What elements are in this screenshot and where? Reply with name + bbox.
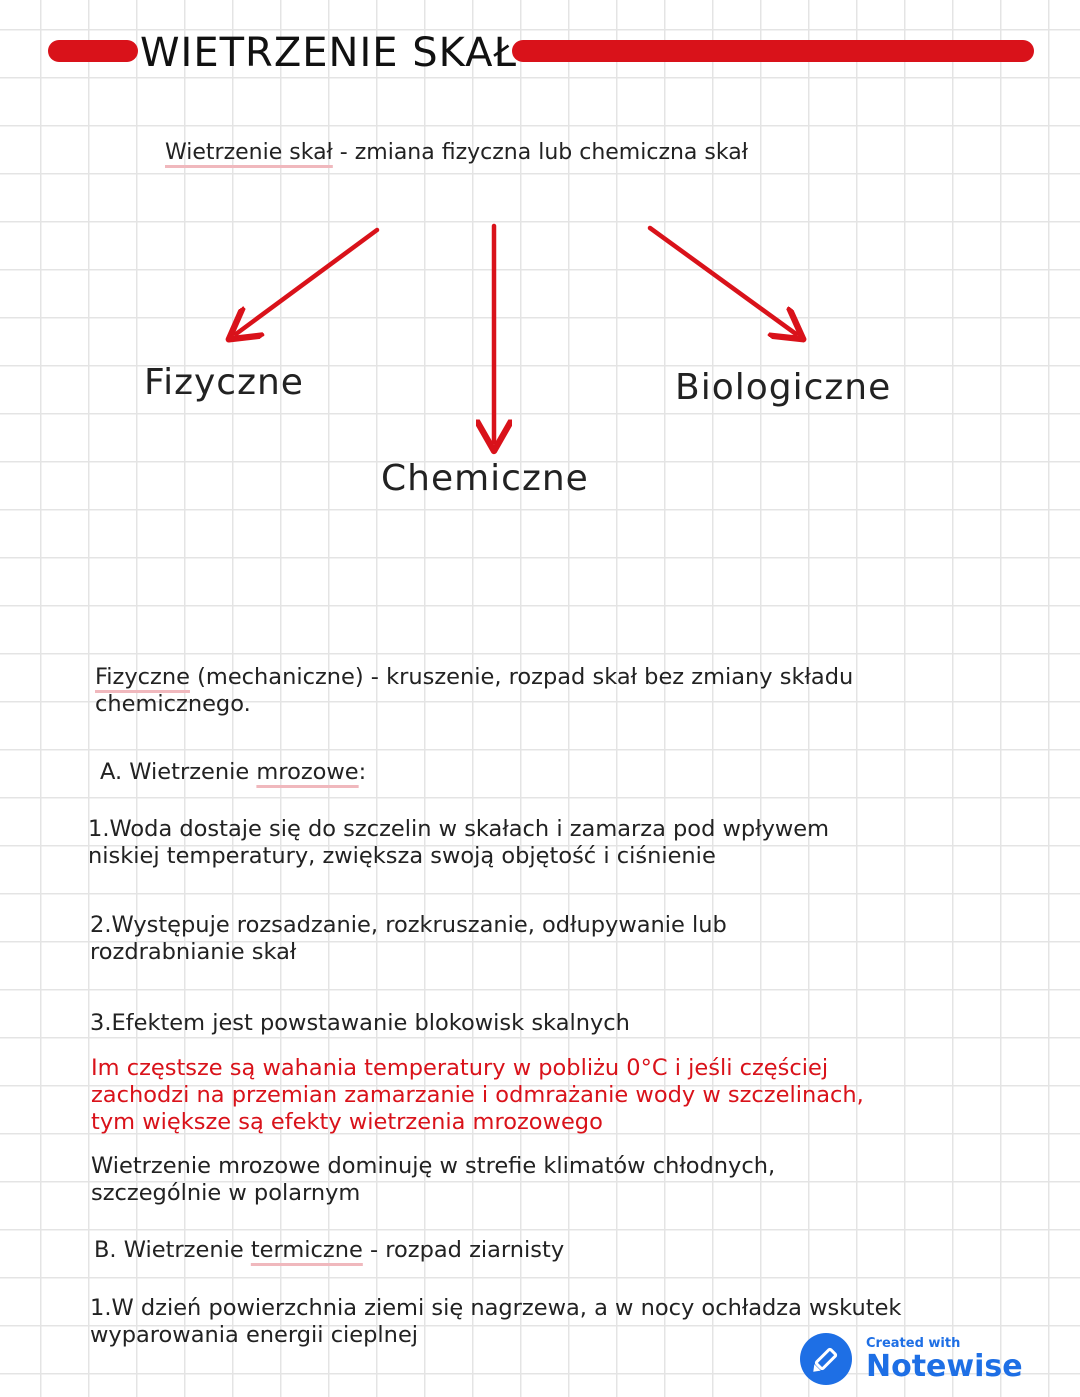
section-a-suffix: : bbox=[358, 759, 367, 785]
section-a-prefix: A. Wietrzenie bbox=[100, 759, 257, 785]
point-a-1 bbox=[88, 816, 829, 870]
badge-created-with: Created with bbox=[866, 1336, 961, 1351]
frost-note-line1: Wietrzenie mrozowe dominuję w strefie klimatów chłodnych, bbox=[91, 1153, 776, 1179]
badge-notewise: Notewise bbox=[866, 1349, 1023, 1384]
page-title: WIETRZENIE SKAŁ bbox=[140, 30, 517, 76]
section-b-prefix: B. Wietrzenie bbox=[94, 1237, 251, 1263]
section-b-heading bbox=[94, 1237, 564, 1264]
point-b-1 bbox=[90, 1295, 901, 1349]
red-note-line2: zachodzi na przemian zamarzanie i odmrażanie wody w szczelinach, bbox=[91, 1082, 864, 1108]
point-a-2-line2: rozdrabnianie skał bbox=[90, 939, 297, 965]
frost-note-line2: szczególnie w polarnym bbox=[91, 1180, 361, 1206]
physical-term: Fizyczne bbox=[95, 664, 190, 690]
point-a-3 bbox=[90, 1010, 630, 1037]
notewise-logo bbox=[800, 1333, 852, 1385]
physical-line2: chemicznego. bbox=[95, 691, 251, 717]
arrow-left bbox=[236, 230, 377, 334]
arrow-right bbox=[650, 228, 796, 334]
point-a-2-line1: 2.Występuje rozsadzanie, rozkruszanie, odłupywanie lub bbox=[90, 912, 727, 938]
point-a-1-line2: niskiej temperatury, zwiększa swoją objętość i ciśnienie bbox=[88, 843, 716, 869]
red-note-line3: tym większe są efekty wietrzenia mrozowego bbox=[91, 1109, 603, 1135]
point-a-1-line1: 1.Woda dostaje się do szczelin w skałach i zamarza pod wpływem bbox=[88, 816, 830, 842]
point-a-2 bbox=[90, 912, 727, 966]
point-a-3-line1: 3.Efektem jest powstawanie blokowisk skalnych bbox=[90, 1010, 630, 1036]
section-a-term: mrozowe bbox=[256, 759, 359, 785]
physical-line1: (mechaniczne) - kruszenie, rozpad skał bez zmiany składu bbox=[189, 664, 854, 690]
frost-note bbox=[91, 1153, 775, 1207]
section-a-heading bbox=[100, 759, 366, 786]
section-b-term: termiczne bbox=[250, 1237, 363, 1263]
branch-arrows bbox=[0, 0, 1080, 480]
branch-physical: Fizyczne bbox=[144, 362, 304, 403]
point-b-1-line1: 1.W dzień powierzchnia ziemi się nagrzewa, a w nocy ochładza wskutek bbox=[90, 1295, 902, 1321]
branch-chemical: Chemiczne bbox=[381, 458, 589, 499]
red-note-line1: Im częstsze są wahania temperatury w pobliżu 0°C i jeśli częściej bbox=[91, 1055, 829, 1081]
section-b-suffix: - rozpad ziarnisty bbox=[362, 1237, 565, 1263]
definition-term: Wietrzenie skał bbox=[165, 140, 333, 165]
red-note bbox=[91, 1055, 864, 1136]
point-b-1-line2: wyparowania energii cieplnej bbox=[90, 1322, 419, 1348]
definition-rest: - zmiana fizyczna lub chemiczna skał bbox=[332, 140, 748, 165]
pencil-icon bbox=[800, 1333, 852, 1385]
branch-biological: Biologiczne bbox=[675, 367, 892, 408]
physical-definition bbox=[95, 664, 853, 718]
